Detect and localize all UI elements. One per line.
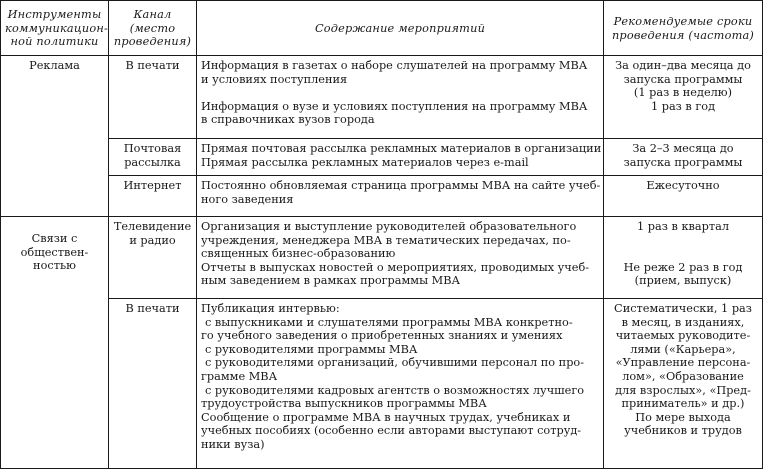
terms-cell xyxy=(604,299,763,469)
header-text: Рекомендуемые сроки xyxy=(613,14,753,28)
channel-label: и радио xyxy=(129,233,176,247)
instrument-label: обществен- xyxy=(20,245,89,259)
content-cell xyxy=(197,217,604,299)
instrument-label: Реклама xyxy=(29,59,80,72)
spacer xyxy=(608,234,758,248)
table-row xyxy=(1,217,763,299)
content-line: го учебного заведения о приобретенных знаниях и умениях xyxy=(201,329,563,343)
channel-label: В печати xyxy=(125,59,180,72)
header-text: Содержание мероприятий xyxy=(314,21,486,35)
channel-label: Интернет xyxy=(123,179,182,192)
header-text: коммуникацион- xyxy=(5,21,109,35)
header-text: (место xyxy=(129,21,176,35)
header-instruments xyxy=(1,1,109,56)
content-line: ники вуза) xyxy=(201,437,265,451)
header-terms xyxy=(604,1,763,56)
header-row xyxy=(1,1,763,56)
content-line: с руководителями кадровых агентств о возможностях лучшего xyxy=(205,383,585,397)
terms-line: Систематически, 1 раз xyxy=(614,302,752,315)
channel-label: В печати xyxy=(125,302,180,315)
terms-cell xyxy=(604,176,763,217)
header-text: проведения) xyxy=(113,35,192,49)
table-row xyxy=(1,299,763,469)
instrument-cell-advertising xyxy=(1,56,109,217)
table-row xyxy=(1,139,763,176)
content-line: учреждения, менеджера МВА в тематических передачах, по- xyxy=(201,233,571,247)
terms-line: За 2–3 месяца до xyxy=(632,142,734,155)
content-line: с руководителями организаций, обучившими персонал по про- xyxy=(205,356,585,370)
spacer xyxy=(201,86,599,100)
content-line: Прямая почтовая рассылка рекламных материалов в организации xyxy=(201,142,602,155)
header-text: проведения (частота) xyxy=(611,28,755,42)
content-line: Информация о вузе и условиях поступления на программу МВА xyxy=(201,99,588,113)
content-line: ного заведения xyxy=(201,192,294,206)
content-line: и условиях поступления xyxy=(201,72,348,86)
content-line: грамме МВА xyxy=(201,369,278,383)
content-line: Информация в газетах о наборе слушателей на программу МВА xyxy=(201,59,588,72)
channel-cell xyxy=(109,217,197,299)
terms-cell xyxy=(604,139,763,176)
instrument-label: ностью xyxy=(33,259,76,273)
terms-line: в месяц, в изданиях, xyxy=(621,315,745,329)
terms-line: для взрослых», «Пред- xyxy=(615,383,751,397)
terms-line: лями («Карьера», xyxy=(630,342,736,356)
content-line: священных бизнес-образованию xyxy=(201,247,396,261)
instrument-cell-public-relations xyxy=(1,217,109,469)
terms-line: лом», «Образование xyxy=(622,369,744,383)
channel-cell xyxy=(109,139,197,176)
terms-line: «Управление персона- xyxy=(615,356,751,370)
content-line: Прямая рассылка рекламных материалов через e-mail xyxy=(201,155,529,169)
header-text: Канал xyxy=(133,8,172,22)
content-line: Отчеты в выпусках новостей о мероприятиях, проводимых учеб- xyxy=(201,260,590,274)
terms-line: (1 раз в неделю) xyxy=(633,86,733,100)
terms-line: 1 раз в год xyxy=(650,99,716,113)
header-content xyxy=(197,1,604,56)
terms-line: 1 раз в квартал xyxy=(637,220,729,233)
terms-line: читаемых руководите- xyxy=(615,329,751,343)
channel-cell xyxy=(109,176,197,217)
content-cell xyxy=(197,139,604,176)
channel-label: Телевидение xyxy=(113,220,192,233)
spacer xyxy=(608,247,758,261)
content-line: трудоустройства выпускников программы МВА xyxy=(201,397,487,411)
terms-line: За один–два месяца до xyxy=(615,59,751,72)
channel-label: рассылка xyxy=(124,155,181,169)
content-cell xyxy=(197,176,604,217)
terms-line: запуска программы xyxy=(623,155,743,169)
header-text: ной политики xyxy=(10,35,99,49)
terms-line: Ежесуточно xyxy=(646,179,720,192)
terms-line: запуска программы xyxy=(623,72,743,86)
instrument-label: Связи с xyxy=(31,232,78,245)
terms-line: (прием, выпуск) xyxy=(634,274,732,288)
terms-line: По мере выхода xyxy=(635,410,731,424)
table-row xyxy=(1,176,763,217)
channel-label: Почтовая xyxy=(123,142,182,155)
content-line: в справочниках вузов города xyxy=(201,113,375,127)
content-line: Организация и выступление руководителей образовательного xyxy=(201,220,577,233)
content-cell xyxy=(197,299,604,469)
content-line: Публикация интервью: xyxy=(201,302,340,315)
channel-cell xyxy=(109,299,197,469)
content-line: Постоянно обновляемая страница программы МВА на сайте учеб- xyxy=(201,179,601,192)
table-row xyxy=(1,56,763,139)
content-line: с выпускниками и слушателями программы МВА конкретно- xyxy=(205,315,573,329)
terms-line: Не реже 2 раз в год xyxy=(623,260,743,274)
content-line: учебных пособиях (особенно если авторами выступают сотруд- xyxy=(201,424,582,438)
header-text: Инструменты xyxy=(7,8,102,22)
terms-line: приниматель» и др.) xyxy=(621,397,745,411)
terms-cell xyxy=(604,56,763,139)
content-cell xyxy=(197,56,604,139)
terms-cell xyxy=(604,217,763,299)
content-line: с руководителями программы МВА xyxy=(205,342,418,356)
header-channel xyxy=(109,1,197,56)
channel-cell xyxy=(109,56,197,139)
content-line: Сообщение о программе МВА в научных трудах, учебниках и xyxy=(201,410,571,424)
terms-line: учебников и трудов xyxy=(624,424,742,438)
content-line: ным заведением в рамках программы МВА xyxy=(201,274,461,288)
